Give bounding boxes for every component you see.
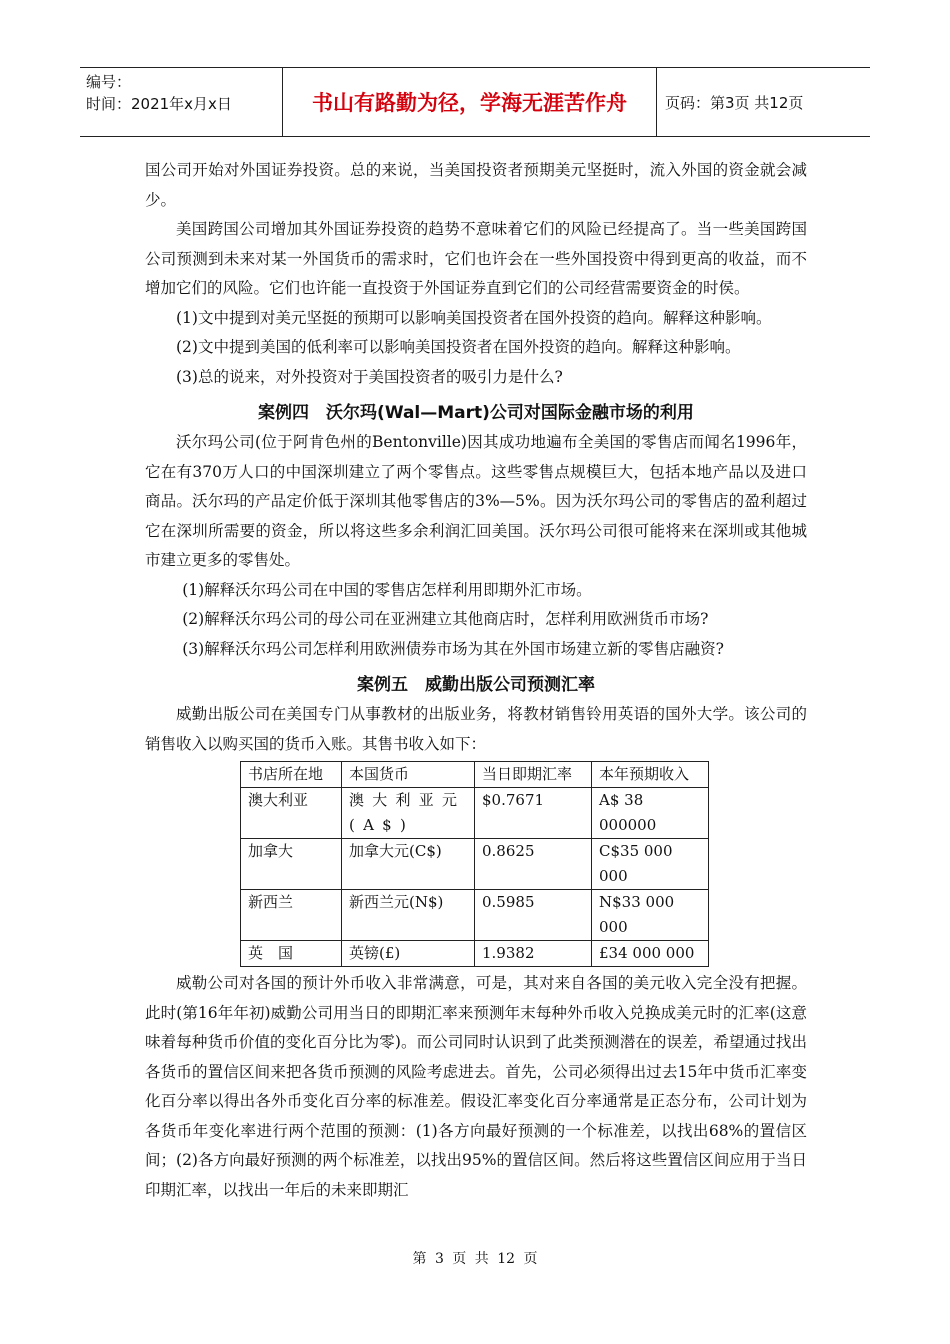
page-header bbox=[80, 67, 870, 137]
case4-question-2: (2)解释沃尔玛公司的母公司在亚洲建立其他商店时，怎样利用欧洲货币市场? bbox=[182, 610, 709, 628]
table-header-cell: 书店所在地 bbox=[241, 762, 342, 788]
table-cell: 英 国 bbox=[241, 941, 342, 967]
table-cell: 1.9382 bbox=[475, 941, 592, 967]
time-label: 时间：2021年x月x日 bbox=[86, 95, 232, 113]
case5-title: 案例五 威勤出版公司预测汇率 bbox=[357, 675, 595, 695]
table-cell: £34 000 000 bbox=[592, 941, 709, 967]
case5-paragraph-2: 威勒公司对各国的预计外币收入非常满意，可是，其对来自各国的美元收入完全没有把握。此时(第16年年初)威勤公司用当日的即期汇率来预测年末每种外币收入兑换成美元时的汇率(这意味着每种货币价值的变化百分比为零)。而公司同时认识到了此类预测潜在的误差，希望通过找出各货币的置信区间来把各货币预测的风险考虑进去。首先，公司必须得出过去15年中货币汇率变化百分率以得出各外币变化百分率的标准差。假设汇率变化百分率通常是正态分布，公司计划为各货币年变化率进行两个范围的预测：(1)各方向最好预测的一个标准差，以找出68%的置信区间；(2)各方向最好预测的两个标准差，以找出95%的置信区间。然后将这些置信区间应用于当日印期汇率，以找出一年后的未来即期汇 bbox=[145, 974, 807, 1199]
table-header-cell: 本国货币 bbox=[342, 762, 475, 788]
table-cell: 加拿大 bbox=[241, 839, 342, 890]
table-cell: 新西兰 bbox=[241, 890, 342, 941]
table-cell: A$ 38 000000 bbox=[592, 788, 709, 839]
table-header-row bbox=[241, 762, 709, 788]
revenue-table bbox=[240, 761, 709, 967]
case4-paragraph: 沃尔玛公司(位于阿肯色州的Bentonville)因其成功地遍布全美国的零售店而闻名1996年，它在有370万人口的中国深圳建立了两个零售点。这些零售点规模巨大，包括本地产品以及进口商品。沃尔玛的产品定价低于深圳其他零售店的3%—5%。因为沃尔玛公司的零售店的盈利超过它在深圳所需要的资金，所以将这些多余利润汇回美国。沃尔玛公司很可能将来在深圳或其他城市建立更多的零售处。 bbox=[145, 433, 807, 569]
table-cell: 英镑(£) bbox=[342, 941, 475, 967]
table-cell: C$35 000 000 bbox=[592, 839, 709, 890]
table-cell: $0.7671 bbox=[475, 788, 592, 839]
table-cell: 0.8625 bbox=[475, 839, 592, 890]
document-body bbox=[145, 156, 807, 1205]
table-row bbox=[241, 839, 709, 890]
table-row bbox=[241, 941, 709, 967]
header-motto: 书山有路勤为径，学海无涯苦作舟 bbox=[283, 68, 657, 136]
table-header-cell: 当日即期汇率 bbox=[475, 762, 592, 788]
table-cell: 新西兰元(N$) bbox=[342, 890, 475, 941]
header-meta bbox=[80, 68, 283, 136]
table-row bbox=[241, 890, 709, 941]
header-page-info: 页码：第3页 共12页 bbox=[665, 93, 804, 112]
table-cell: N$33 000 000 bbox=[592, 890, 709, 941]
table-cell: 加拿大元(C$) bbox=[342, 839, 475, 890]
table-cell: 0.5985 bbox=[475, 890, 592, 941]
case5-paragraph-1: 威勤出版公司在美国专门从事教材的出版业务，将教材销售铃用英语的国外大学。该公司的销售收入以购买国的货币入账。其售书收入如下： bbox=[145, 705, 807, 753]
case4-title: 案例四 沃尔玛(Wal—Mart)公司对国际金融市场的利用 bbox=[258, 403, 694, 423]
paragraph: 美国跨国公司增加其外国证券投资的趋势不意味着它们的风险已经提高了。当一些美国跨国公司预测到未来对某一外国货币的需求时，它们也许会在一些外国投资中得到更高的收益，而不增加它们的风险。它们也许能一直投资于外国证券直到它们的公司经营需要资金的时侯。 bbox=[145, 220, 807, 297]
question-3: (3)总的说来，对外投资对于美国投资者的吸引力是什么? bbox=[176, 367, 563, 386]
case4-question-1: (1)解释沃尔玛公司在中国的零售店怎样利用即期外汇市场。 bbox=[182, 580, 592, 599]
page-footer: 第 3 页 共 12 页 bbox=[412, 1251, 538, 1267]
table-header-cell: 本年预期收入 bbox=[592, 762, 709, 788]
table-row bbox=[241, 788, 709, 839]
paragraph-continuation: 国公司开始对外国证券投资。总的来说，当美国投资者预期美元坚挺时，流入外国的资金就会减少。 bbox=[145, 161, 807, 209]
number-label: 编号： bbox=[86, 73, 132, 91]
case4-question-3: (3)解释沃尔玛公司怎样利用欧洲债券市场为其在外国市场建立新的零售店融资? bbox=[182, 639, 724, 658]
table-cell: 澳大利亚 bbox=[241, 788, 342, 839]
question-2: (2)文中提到美国的低利率可以影响美国投资者在国外投资的趋向。解释这种影响。 bbox=[176, 338, 741, 356]
question-1: (1)文中提到对美元坚挺的预期可以影响美国投资者在国外投资的趋向。解释这种影响。 bbox=[176, 308, 772, 327]
table-cell: 澳大利亚元(A$) bbox=[342, 788, 475, 839]
